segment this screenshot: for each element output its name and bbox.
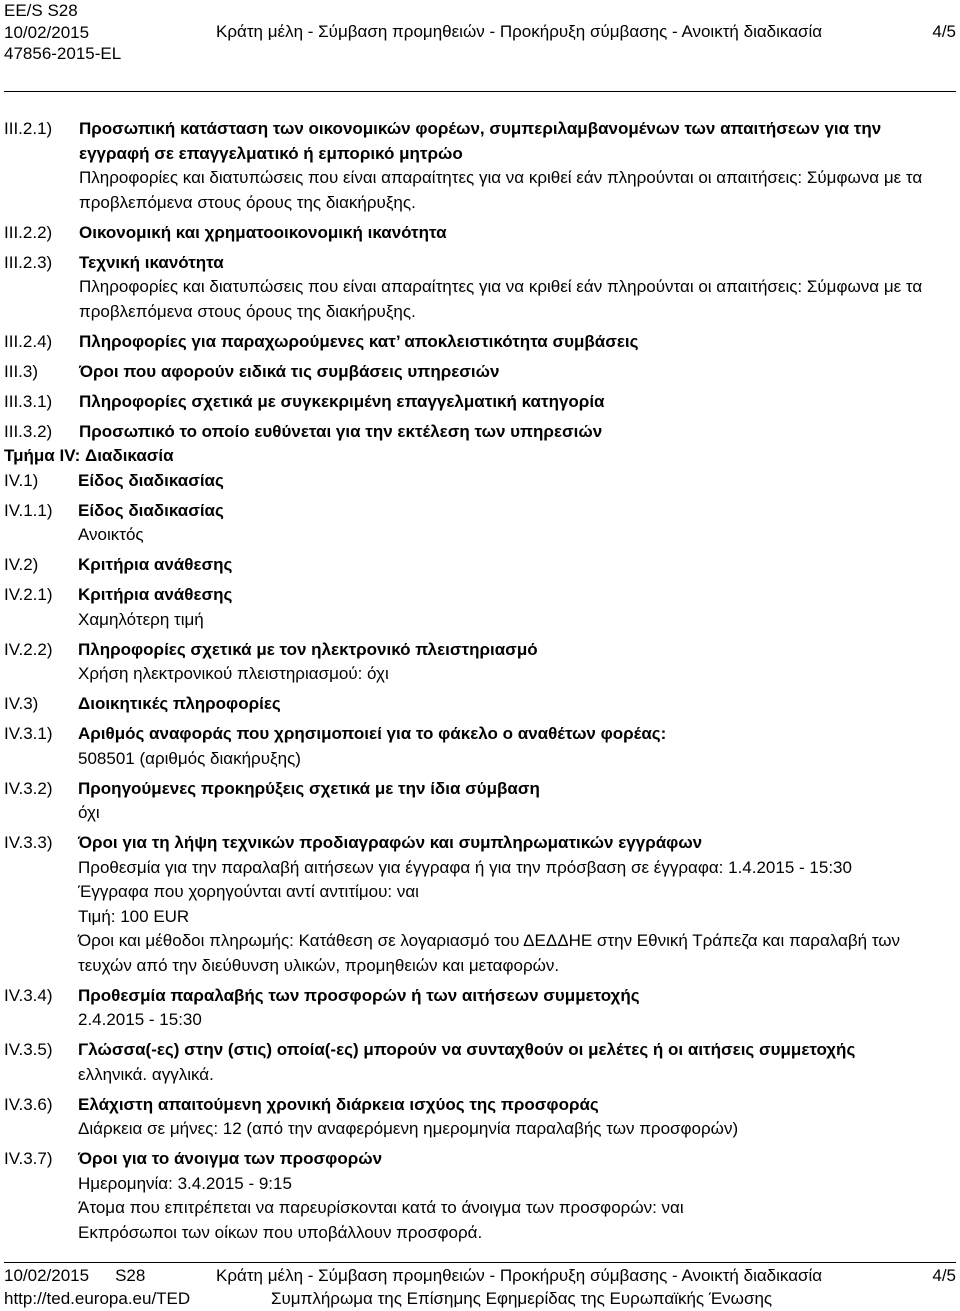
section-IV-2-1 [4, 583, 956, 632]
part-IV-title: Τμήμα IV: Διαδικασία [4, 446, 174, 465]
section-IV-3-6 [4, 1093, 956, 1142]
footer-url[interactable]: http://ted.europa.eu/TED [4, 1288, 191, 1308]
section-heading: Πληροφορίες σχετικά με τον ηλεκτρονικό πλειστηριασμό [78, 639, 538, 659]
section-heading: Κριτήρια ανάθεσης [78, 555, 233, 574]
footer-rule [4, 1262, 956, 1263]
section-number: IV.3.4) [4, 985, 53, 1005]
section-text: Διάρκεια σε μήνες: 12 (από την αναφερόμενη ημερομηνία παραλαβής των προσφορών) [78, 1119, 739, 1138]
document-body [4, 117, 956, 1245]
section-text-date: Ημερομηνία: 3.4.2015 - 9:15 [78, 1173, 292, 1193]
section-number: IV.3.1) [4, 724, 53, 743]
footer-meta [4, 1265, 190, 1310]
section-number: III.3) [4, 361, 39, 381]
section-heading: Όροι για τη λήψη τεχνικών προδιαγραφών και συμπληρωματικών εγγράφων [78, 833, 703, 852]
section-heading: Προηγούμενες προκηρύξεις σχετικά με την ίδια σύμβαση [78, 778, 540, 798]
section-III-2-3 [4, 251, 956, 325]
section-text-payment: Όροι και μέθοδοι πληρωμής: Κατάθεση σε λογαριασμό του ΔΕΔΔΗΕ στην Εθνική Τράπεζα και παραλαβή των τευχών από την διεύθυνση υλικών, προμηθειών και μεταφορών. [78, 931, 901, 975]
section-IV-3-5 [4, 1038, 956, 1087]
section-III-3-2 [4, 420, 956, 445]
section-text-attendance: Άτομα που επιτρέπεται να παρευρίσκονται κατά το άνοιγμα των προσφορών: ναι [78, 1198, 684, 1217]
section-text-representatives: Εκπρόσωποι των οίκων που υποβάλλουν προσφορά. [78, 1222, 483, 1242]
section-heading: Οικονομική και χρηματοοικονομική ικανότητα [79, 222, 447, 242]
section-number: IV.3.6) [4, 1094, 53, 1114]
header-title: Κράτη μέλη - Σύμβαση προμηθειών - Προκήρυξη σύμβασης - Ανοικτή διαδικασία [216, 22, 823, 41]
section-heading: Αριθμός αναφοράς που χρησιμοποιεί για το φάκελο ο αναθέτων φορέας: [78, 724, 667, 743]
section-IV-3-4 [4, 984, 956, 1033]
section-heading: Πληροφορίες σχετικά με συγκεκριμένη επαγγελματική κατηγορία [79, 391, 605, 411]
section-IV-2 [4, 553, 956, 578]
section-heading: Τεχνική ικανότητα [79, 252, 224, 272]
section-IV-3-3 [4, 831, 956, 978]
section-text: Χαμηλότερη τιμή [78, 609, 204, 629]
section-III-2-2 [4, 221, 956, 246]
notice-id: 47856-2015-EL [4, 44, 122, 63]
section-text: Ανοικτός [78, 525, 144, 544]
footer-titles [216, 1265, 856, 1310]
header-date: 10/02/2015 [4, 22, 90, 42]
section-number: IV.3.3) [4, 833, 53, 852]
section-heading: Όροι για το άνοιγμα των προσφορών [78, 1149, 383, 1168]
section-heading: Είδος διαδικασίας [78, 500, 224, 520]
section-IV-3 [4, 692, 956, 717]
section-heading: Διοικητικές πληροφορίες [78, 694, 281, 713]
section-number: III.2.3) [4, 252, 53, 272]
footer-title: Κράτη μέλη - Σύμβαση προμηθειών - Προκήρυξη σύμβασης - Ανοικτή διαδικασία [216, 1266, 823, 1285]
section-number: IV.2.1) [4, 585, 53, 604]
section-number: III.2.2) [4, 222, 53, 242]
section-number: III.2.4) [4, 331, 53, 351]
section-text-payable: Έγγραφα που χορηγούνται αντί αντιτίμου: ναι [78, 882, 419, 901]
section-text: Χρήση ηλεκτρονικού πλειστηριασμού: όχι [78, 664, 389, 683]
section-heading: Όροι που αφορούν ειδικά τις συμβάσεις υπηρεσιών [79, 361, 500, 381]
section-number: IV.3.2) [4, 778, 53, 798]
section-number: IV.2) [4, 555, 39, 574]
section-heading: Ελάχιστη απαιτούμενη χρονική διάρκεια ισχύος της προσφοράς [78, 1094, 599, 1114]
section-number: IV.1.1) [4, 500, 53, 520]
doc-type: EE/S S28 [4, 1, 78, 20]
section-heading: Κριτήρια ανάθεσης [78, 585, 233, 604]
section-text: Πληροφορίες και διατυπώσεις που είναι απαραίτητες για να κριθεί εάν πληρούνται οι απαιτήσεις: Σύμφωνα με τα προβλεπόμενα στους όρους της διακήρυξης. [79, 168, 923, 212]
section-number: IV.1) [4, 470, 39, 490]
section-number: III.3.2) [4, 421, 53, 441]
section-III-2-4 [4, 330, 956, 355]
section-III-3-1 [4, 390, 956, 415]
footer-series: S28 [115, 1266, 146, 1285]
section-text: 2.4.2015 - 15:30 [78, 1010, 202, 1029]
section-number: IV.2.2) [4, 639, 53, 659]
header-meta [4, 0, 121, 65]
section-heading: Προσωπική κατάσταση των οικονομικών φορέων, συμπεριλαμβανομένων των απαιτήσεων για την εγγραφή σε επαγγελματικό ή εμπορικό μητρώο [79, 119, 882, 163]
section-number: IV.3.7) [4, 1149, 53, 1168]
section-heading: Προθεσμία παραλαβής των προσφορών ή των αιτήσεων συμμετοχής [78, 985, 640, 1005]
section-text-deadline: Προθεσμία για την παραλαβή αιτήσεων για έγγραφα ή για την πρόσβαση σε έγγραφα: 1.4.2015 - 15:30 [78, 857, 852, 877]
section-III-3 [4, 360, 956, 385]
section-heading: Προσωπικό το οποίο ευθύνεται για την εκτέλεση των υπηρεσιών [79, 421, 603, 441]
header-page-number: 4/5 [932, 22, 956, 41]
section-IV-2-2 [4, 638, 956, 687]
section-IV-3-1 [4, 722, 956, 771]
section-number: IV.3) [4, 694, 39, 713]
section-text: όχι [78, 803, 100, 822]
section-IV-1 [4, 469, 956, 494]
section-heading: Είδος διαδικασίας [78, 470, 224, 490]
section-IV-1-1 [4, 499, 956, 548]
section-heading: Πληροφορίες για παραχωρούμενες κατ’ αποκλειστικότητα συμβάσεις [79, 331, 639, 351]
section-number: IV.3.5) [4, 1040, 53, 1059]
section-number: III.3.1) [4, 391, 53, 411]
section-text: 508501 (αριθμός διακήρυξης) [78, 748, 301, 768]
section-number: III.2.1) [4, 119, 53, 138]
footer-date: 10/02/2015 [4, 1266, 90, 1285]
section-text-price: Τιμή: 100 EUR [78, 906, 190, 926]
section-text: ελληνικά. αγγλικά. [78, 1064, 214, 1084]
section-IV-3-2 [4, 777, 956, 826]
section-IV-3-7 [4, 1147, 956, 1245]
section-text: Πληροφορίες και διατυπώσεις που είναι απαραίτητες για να κριθεί εάν πληρούνται οι απαιτήσεις: Σύμφωνα με τα προβλεπόμενα στους όρους της διακήρυξης. [79, 277, 923, 321]
header-rule [4, 91, 956, 92]
section-III-2-1 [4, 117, 956, 215]
section-heading: Γλώσσα(-ες) στην (στις) οποία(-ες) μπορούν να συνταχθούν οι μελέτες ή οι αιτήσεις συμμετοχής [78, 1040, 856, 1059]
footer-page-number: 4/5 [932, 1266, 956, 1285]
footer-subtitle: Συμπλήρωμα της Επίσημης Εφημερίδας της Ευρωπαϊκής Ένωσης [271, 1288, 773, 1308]
